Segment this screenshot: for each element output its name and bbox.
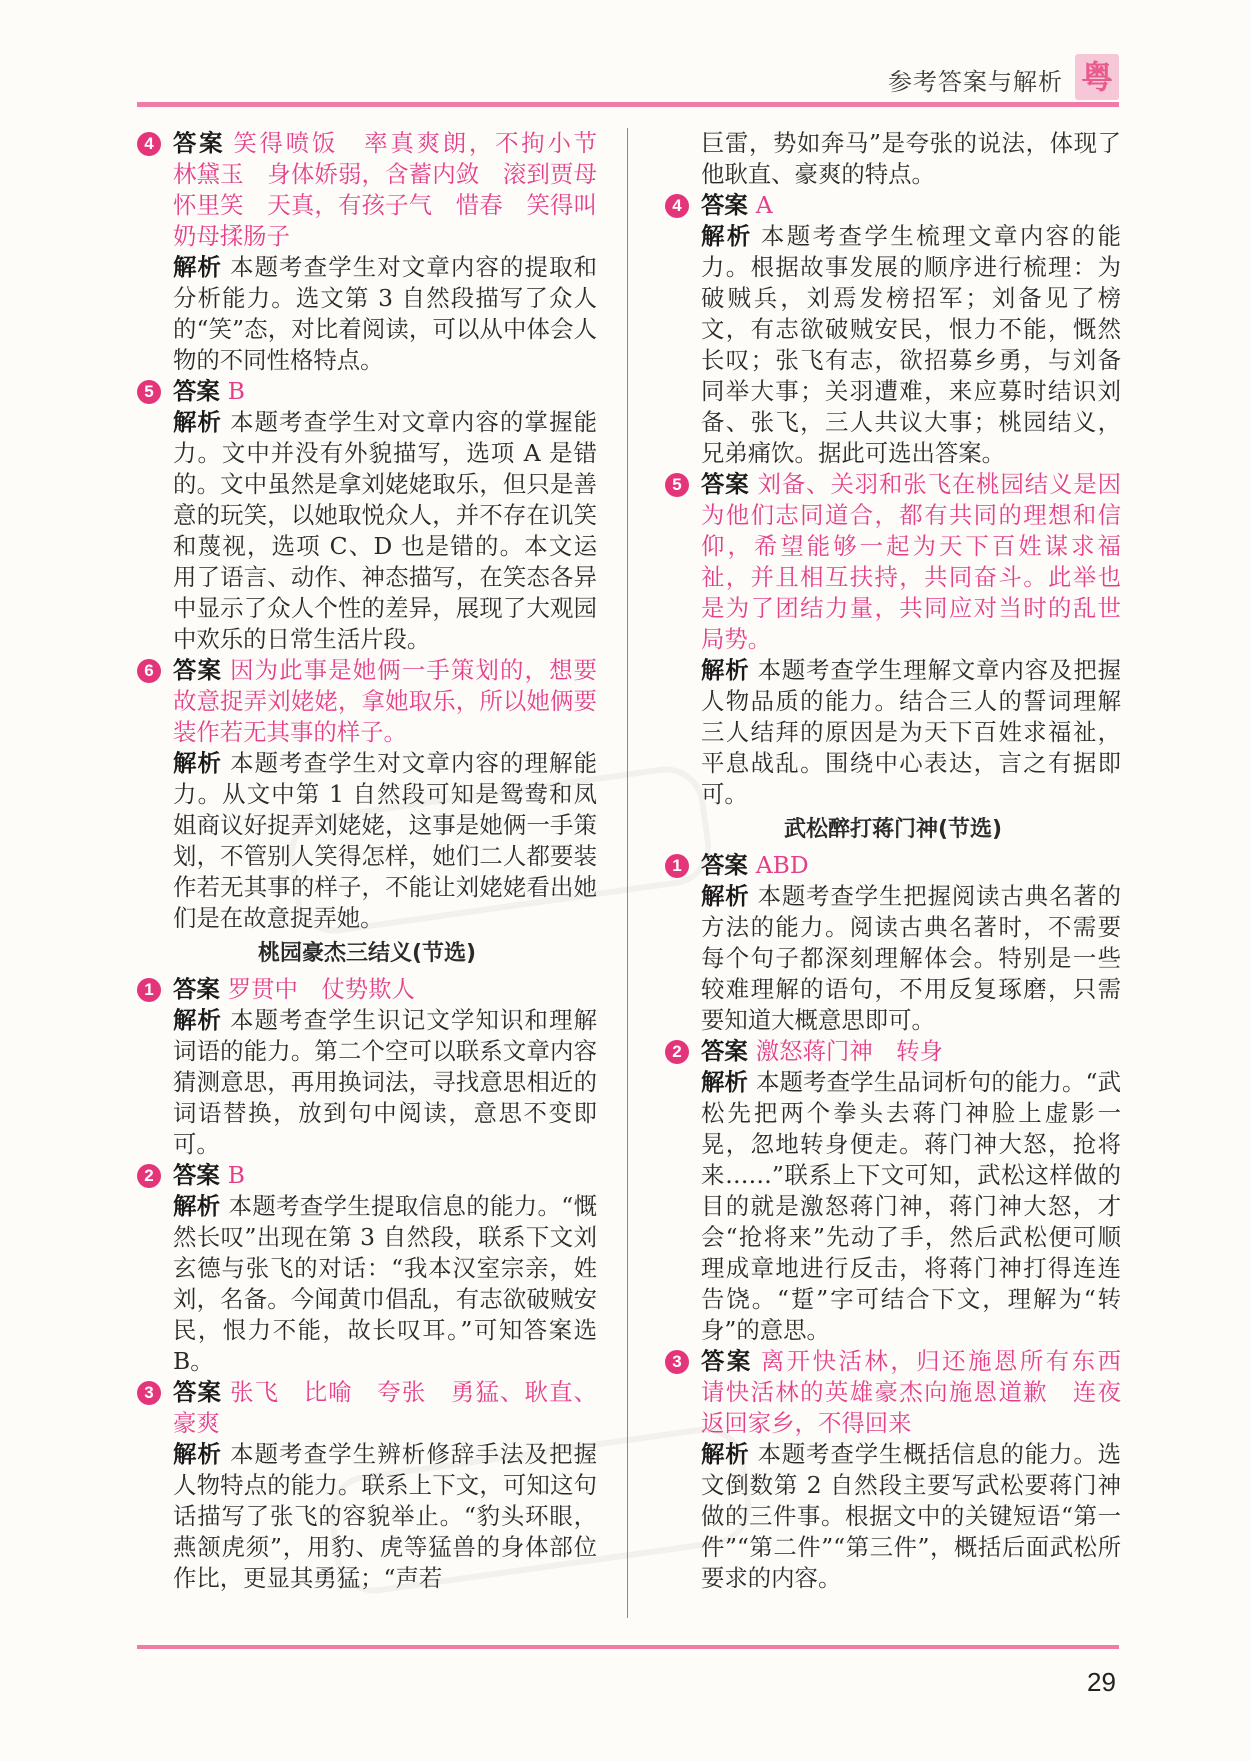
analysis-text: 本题考查学生辨析修辞手法及把握人物特点的能力。联系上下文，可知这句话描写了张飞的容貌举止。“豹头环眼，燕颔虎须”，用豹、虎等猛兽的身体部位作比，更显其勇猛；“声若 [173, 1440, 598, 1592]
question-number-badge: 5 [137, 380, 161, 404]
analysis-label: 解析 [173, 1192, 221, 1220]
answer-item-1 [665, 850, 1121, 1036]
header-title: 参考答案与解析 [888, 68, 1063, 96]
analysis-label: 解析 [701, 882, 750, 910]
analysis-text: 本题考查学生对文章内容的掌握能力。文中并没有外貌描写，选项 A 是错的。文中虽然是拿刘姥姥取乐，但只是善意的玩笑，以她取悦众人，并不存在讥笑和蔑视，选项 C、D 也是错的。本文运用了语言、动作、神态描写，在笑态各异中显示了众人个性的差异，展现了大观园中欢乐的日常生活片段。 [173, 408, 598, 653]
answer-label: 答案 [701, 191, 748, 219]
answer-text: 因为此事是她俩一手策划的，想要故意捉弄刘姥姥，拿她取乐，所以她俩要装作若无其事的样子。 [173, 656, 598, 746]
analysis-continuation [665, 128, 1121, 190]
right-column [665, 128, 1145, 1594]
answer-item-5 [137, 376, 597, 655]
analysis-label: 解析 [701, 1440, 750, 1468]
analysis-text: 本题考查学生梳理文章内容的能力。根据故事发展的顺序进行梳理：为破贼兵，刘焉发榜招军；刘备见了榜文，有志欲破贼安民，恨力不能，慨然长叹；张飞有志，欲招募乡勇，与刘备同举大事；关羽遭难，来应募时结识刘备、张飞，三人共议大事；桃园结义，兄弟痛饮。据此可选出答案。 [701, 222, 1122, 467]
question-number-badge: 3 [665, 1350, 689, 1374]
analysis-text: 本题考查学生对文章内容的提取和分析能力。选文第 3 自然段描写了众人的“笑”态，对比着阅读，可以从中体会人物的不同性格特点。 [173, 253, 598, 374]
answer-item-4 [665, 190, 1121, 469]
analysis-label: 解析 [701, 656, 750, 684]
page-number: 29 [1087, 1667, 1116, 1697]
question-number-badge: 1 [137, 978, 161, 1002]
analysis-label: 解析 [173, 1006, 223, 1034]
section-title: 桃园豪杰三结义(节选) [257, 941, 477, 966]
answer-text: 激怒蒋门神 转身 [755, 1037, 943, 1065]
answer-label: 答案 [173, 377, 220, 405]
answer-text: 罗贯中 仗势欺人 [227, 975, 415, 1003]
analysis-text: 本题考查学生把握阅读古典名著的方法的能力。阅读古典名著时，不需要每个句子都深刻理解体会。特别是一些较难理解的语句，不用反复琢磨，只需要知道大概意思即可。 [701, 882, 1122, 1034]
footer-rule [137, 1645, 1119, 1649]
answer-item-2 [137, 1160, 597, 1377]
answer-label: 答案 [173, 975, 220, 1003]
header-rule [137, 102, 1119, 107]
answer-label: 答案 [701, 851, 748, 879]
analysis-text: 本题考查学生概括信息的能力。选文倒数第 2 自然段主要写武松要蒋门神做的三件事。根据文中的关键短语“第一件”“第二件”“第三件”，概括后面武松所要求的内容。 [701, 1440, 1122, 1592]
answer-text: 离开快活林，归还施恩所有东西 请快活林的英雄豪杰向施恩道歉 连夜返回家乡，不得回来 [701, 1347, 1145, 1437]
answer-text: 刘备、关羽和张飞在桃园结义是因为他们志同道合，都有共同的理想和信仰，希望能够一起为天下百姓谋求福祉，并且相互扶持，共同奋斗。此举也是为了团结力量，共同应对当时的乱世局势。 [701, 470, 1122, 653]
answer-label: 答案 [173, 656, 223, 684]
analysis-label: 解析 [173, 749, 223, 777]
section-title: 武松醉打蒋门神(节选) [783, 817, 1003, 842]
answer-text: ABD [755, 851, 809, 879]
question-number-badge: 2 [665, 1040, 689, 1064]
answer-label: 答案 [701, 1037, 748, 1065]
analysis-text: 本题考查学生对文章内容的理解能力。从文中第 1 自然段可知是鸳鸯和凤姐商议好捉弄刘姥姥，这事是她俩一手策划，不管别人笑得怎样，她们二人都要装作若无其事的样子，不能让刘姥姥看出她们是在故意捉弄她。 [173, 749, 598, 932]
question-number-badge: 6 [137, 659, 161, 683]
analysis-label: 解析 [173, 1440, 223, 1468]
question-number-badge: 3 [137, 1381, 161, 1405]
analysis-label: 解析 [701, 222, 753, 250]
answer-text: 笑得喷饭 率真爽朗，不拘小节 林黛玉 身体娇弱，含蓄内敛 滚到贾母怀里笑 天真，有孩子气 惜春 笑得叫奶母揉肠子 [173, 129, 621, 250]
answer-item-4 [137, 128, 621, 376]
question-number-badge: 1 [665, 854, 689, 878]
answer-item-1 [137, 974, 597, 1160]
answer-label: 答案 [173, 1378, 223, 1406]
question-number-badge: 2 [137, 1164, 161, 1188]
question-number-badge: 4 [137, 132, 161, 156]
answer-text: B [227, 1161, 245, 1189]
analysis-text: 本题考查学生理解文章内容及把握人物品质的能力。结合三人的誓词理解三人结拜的原因是为天下百姓求福祉，平息战乱。围绕中心表达，言之有据即可。 [701, 656, 1122, 808]
column-divider [627, 128, 628, 1618]
analysis-label: 解析 [701, 1068, 749, 1096]
answer-text: 张飞 比喻 夸张 勇猛、耿直、豪爽 [173, 1378, 598, 1437]
answer-text: B [227, 377, 245, 405]
answer-item-2 [665, 1036, 1121, 1346]
answer-item-3 [137, 1377, 597, 1594]
answer-label: 答案 [173, 1161, 220, 1189]
answer-label: 答案 [701, 470, 750, 498]
answer-item-5 [665, 469, 1121, 810]
answer-text: A [755, 191, 773, 219]
analysis-label: 解析 [173, 408, 223, 436]
question-number-badge: 5 [665, 473, 689, 497]
left-column [137, 128, 621, 1594]
analysis-text: 本题考查学生提取信息的能力。“慨然长叹”出现在第 3 自然段，联系下文刘玄德与张飞的对话：“我本汉室宗亲，姓刘，名备。今闻黄巾倡乱，有志欲破贼安民，恨力不能，故长叹耳。”可知答案选 B。 [173, 1192, 598, 1375]
question-number-badge: 4 [665, 194, 689, 218]
answer-item-3 [665, 1346, 1145, 1594]
answer-label: 答案 [173, 129, 226, 157]
answer-item-6 [137, 655, 597, 934]
answer-label: 答案 [701, 1347, 753, 1375]
analysis-text: 巨雷，势如奔马”是夸张的说法，体现了他耿直、豪爽的特点。 [701, 129, 1121, 188]
analysis-text: 本题考查学生识记文学知识和理解词语的能力。第二个空可以联系文章内容猜测意思，再用换词法，寻找意思相近的词语替换，放到句中阅读，意思不变即可。 [173, 1006, 598, 1158]
analysis-label: 解析 [173, 253, 223, 281]
region-badge: 粤 [1075, 54, 1119, 100]
analysis-text: 本题考查学生品词析句的能力。“武松先把两个拳头去蒋门神脸上虚影一晃，忽地转身便走。蒋门神大怒，抢将来……”联系上下文可知，武松这样做的目的就是激怒蒋门神，蒋门神大怒，才会“抢将来”先动了手，然后武松便可顺理成章地进行反击，将蒋门神打得连连告饶。“踅”字可结合下文，理解为“转身”的意思。 [701, 1068, 1121, 1344]
